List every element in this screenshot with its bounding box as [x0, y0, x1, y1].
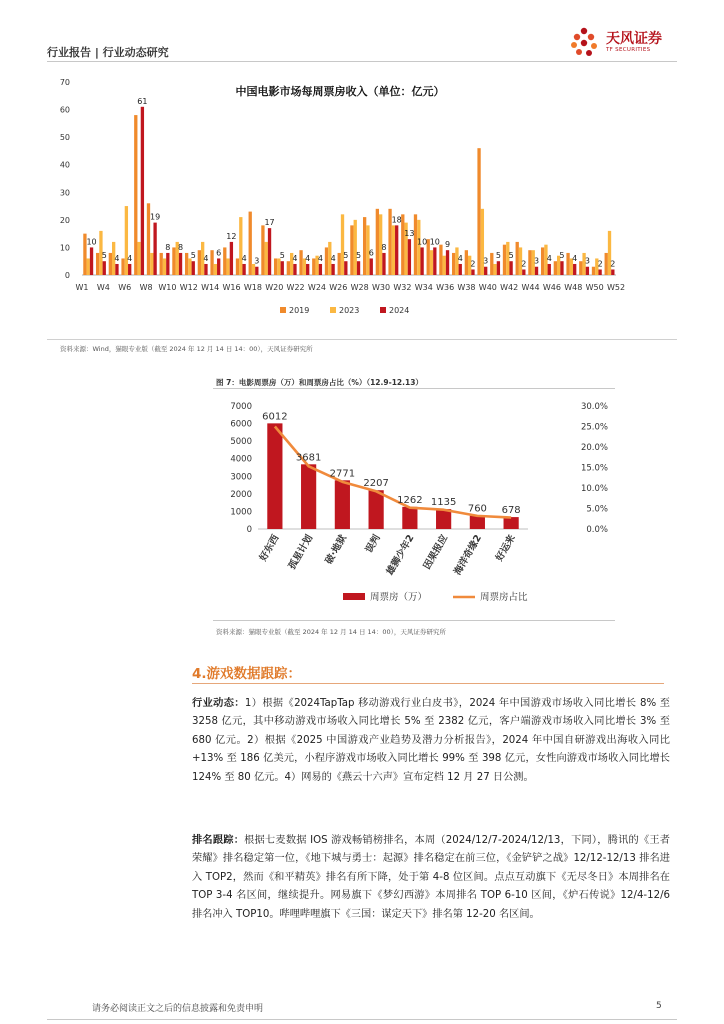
x-tick-label: W20 — [265, 283, 284, 292]
bar-2024 — [522, 269, 525, 275]
data-label-2024: 6 — [368, 248, 374, 258]
bar-2019 — [566, 253, 569, 275]
bar-2024 — [128, 264, 131, 275]
footer-disclaimer: 请务必阅读正文之后的信息披露和免责申明 — [92, 1004, 264, 1014]
data-label-2024: 2 — [610, 259, 616, 269]
chart-source: 资料来源：Wind，猫眼专业版（截至 2024 年 12 月 14 日 14：00），天风证券研究所 — [60, 345, 313, 353]
y-tick-label: 60 — [59, 105, 70, 115]
data-label-2024: 10 — [417, 237, 428, 247]
bar-2024 — [344, 261, 347, 275]
bar-2023 — [226, 258, 229, 275]
bar-2019 — [287, 261, 290, 275]
data-label-2024: 4 — [127, 253, 133, 263]
y-tick-label: 10 — [59, 243, 70, 253]
data-label: 1262 — [397, 494, 423, 506]
data-label: 678 — [501, 505, 521, 517]
footer-rule — [47, 1019, 677, 1020]
legend-label: 2024 — [389, 306, 410, 315]
bar-2023 — [417, 220, 420, 275]
data-label: 2771 — [329, 468, 356, 480]
bar-2024 — [255, 267, 258, 275]
x-tick-label: W52 — [606, 283, 626, 292]
data-label-2024: 2 — [521, 259, 527, 269]
data-label: 6012 — [262, 411, 288, 423]
x-tick-label: W1 — [75, 283, 89, 292]
data-label-2024: 2 — [597, 259, 603, 269]
logo-english: TF SECURITIES — [606, 47, 651, 53]
data-label-2024: 4 — [317, 253, 323, 263]
bar-2023 — [125, 206, 128, 275]
category-label: 孤星计划 — [286, 533, 316, 572]
bar-2019 — [223, 247, 226, 275]
page-number: 5 — [656, 1001, 662, 1011]
bar-2024 — [560, 261, 563, 275]
bar-weekly-boxoffice — [267, 423, 282, 529]
figure-title: 图 7：电影周票房（万）和周票房占比（%）（12.9-12.13） — [216, 378, 423, 387]
data-label-2024: 4 — [241, 253, 247, 263]
divider — [47, 339, 677, 340]
bar-2023 — [239, 217, 242, 275]
y-tick-label: 30 — [59, 188, 70, 198]
header-divider — [47, 61, 677, 62]
data-label-2024: 2 — [470, 259, 476, 269]
category-label: 破·地狱 — [323, 533, 349, 567]
category-label: 好运来 — [493, 533, 518, 564]
legend-label: 周票房占比 — [480, 592, 528, 603]
bar-2024 — [192, 261, 195, 275]
y2-tick-label: 10.0% — [580, 484, 608, 494]
x-tick-label: W36 — [436, 283, 455, 292]
legend-label: 2023 — [339, 306, 360, 315]
bar-2019 — [134, 115, 137, 275]
x-tick-label: W46 — [542, 283, 561, 292]
x-tick-label: W8 — [139, 283, 153, 292]
x-tick-label: W4 — [96, 283, 110, 292]
data-label: 3681 — [295, 452, 322, 464]
data-label-2024: 8 — [177, 242, 184, 252]
bar-2024 — [382, 253, 385, 275]
y-tick-label: 4000 — [230, 454, 252, 465]
data-label-2024: 5 — [279, 251, 285, 261]
bar-2019 — [541, 247, 544, 275]
x-tick-label: W40 — [478, 283, 497, 292]
data-label-2024: 10 — [429, 237, 440, 247]
bar-2019 — [210, 250, 213, 275]
bar-2024 — [509, 261, 512, 275]
data-label-2024: 4 — [330, 253, 336, 263]
data-label-2024: 4 — [457, 253, 463, 263]
bar-2019 — [312, 258, 315, 275]
bar-2024 — [103, 261, 106, 275]
bar-2024 — [611, 269, 614, 275]
x-tick-label: W50 — [585, 283, 604, 292]
data-label-2024: 10 — [86, 237, 97, 247]
bar-2019 — [503, 245, 506, 275]
bar-2024 — [535, 267, 538, 275]
bar-2023 — [493, 264, 496, 275]
bar-weekly-boxoffice — [436, 509, 451, 529]
y-tick-label: 6000 — [230, 419, 252, 430]
bar-2019 — [490, 253, 493, 275]
bar-2024 — [141, 107, 144, 275]
data-label-2024: 12 — [226, 231, 237, 241]
bar-2023 — [163, 258, 166, 275]
section-title: 4.游戏数据跟踪： — [192, 666, 302, 682]
bar-2023 — [277, 258, 280, 275]
bar-2024 — [408, 239, 411, 275]
bar-2019 — [274, 258, 277, 275]
x-tick-label: W10 — [158, 283, 177, 292]
data-label-2024: 4 — [292, 253, 298, 263]
bar-2024 — [293, 264, 296, 275]
bar-2024 — [573, 264, 576, 275]
data-label-2024: 19 — [150, 212, 161, 222]
bar-2019 — [439, 245, 442, 275]
industry-news-paragraph — [192, 695, 670, 787]
bar-2019 — [554, 261, 557, 275]
y-tick-label: 5000 — [230, 437, 252, 448]
bar-2024 — [306, 264, 309, 275]
chart-title: 中国电影市场每周票房收入（单位：亿元） — [235, 85, 445, 98]
film-boxoffice-share-chart — [213, 392, 615, 617]
figure-rule — [213, 388, 615, 389]
data-label-2024: 4 — [572, 253, 578, 263]
bar-2023 — [137, 242, 140, 275]
x-tick-label: W22 — [286, 283, 305, 292]
bar-2024 — [484, 267, 487, 275]
bar-2024 — [433, 247, 436, 275]
data-label-2024: 5 — [495, 251, 501, 261]
bar-2024 — [281, 261, 284, 275]
x-tick-label: W6 — [118, 283, 132, 292]
bar-2024 — [598, 269, 601, 275]
legend-swatch-2023 — [330, 307, 336, 313]
bar-2019 — [96, 253, 99, 275]
y-tick-label: 0 — [64, 271, 70, 280]
bar-2024 — [268, 228, 271, 275]
data-label-2024: 5 — [355, 251, 362, 261]
bar-2024 — [204, 264, 207, 275]
bar-2024 — [357, 261, 360, 275]
bar-2023 — [341, 214, 344, 275]
data-label-2024: 18 — [391, 215, 402, 225]
bar-2019 — [376, 209, 379, 275]
x-tick-label: W28 — [350, 283, 369, 292]
bar-2024 — [217, 258, 220, 275]
bar-2024 — [115, 264, 118, 275]
data-label-2024: 13 — [404, 229, 415, 239]
data-label-2024: 4 — [546, 253, 552, 263]
bar-2024 — [420, 247, 423, 275]
data-label-2024: 3 — [483, 256, 489, 266]
bar-weekly-boxoffice — [504, 517, 519, 529]
bar-2023 — [354, 220, 357, 275]
weekly-boxoffice-chart — [40, 70, 640, 330]
bar-2024 — [90, 247, 93, 275]
data-label-2024: 8 — [381, 242, 387, 252]
data-label-2024: 5 — [343, 251, 349, 261]
bar-2024 — [395, 225, 398, 275]
bar-2023 — [188, 258, 191, 275]
category-label: 好东西 — [257, 533, 282, 564]
bar-2019 — [109, 253, 112, 275]
bar-2024 — [459, 264, 462, 275]
bar-2019 — [198, 250, 201, 275]
bar-2019 — [338, 253, 341, 275]
bar-2024 — [471, 269, 474, 275]
paragraph-label: 行业动态： — [192, 698, 245, 709]
bar-2019 — [325, 247, 328, 275]
data-label-2024: 3 — [254, 256, 260, 266]
y-tick-label: 70 — [59, 78, 70, 87]
bar-2023 — [392, 225, 395, 275]
data-label-2024: 4 — [203, 253, 209, 263]
data-label-2024: 5 — [508, 251, 514, 261]
data-label-2024: 9 — [444, 240, 451, 250]
section-rule — [192, 683, 664, 684]
x-tick-label: W32 — [393, 283, 412, 292]
bar-2019 — [160, 253, 163, 275]
bar-2019 — [528, 250, 531, 275]
bar-2024 — [319, 264, 322, 275]
y-tick-label: 50 — [59, 133, 70, 143]
y-tick-label: 40 — [59, 160, 70, 170]
data-label-2024: 5 — [559, 251, 565, 261]
bar-weekly-boxoffice — [301, 464, 316, 529]
bar-2023 — [87, 258, 90, 275]
x-tick-label: W18 — [243, 283, 262, 292]
legend-swatch-boxoffice — [343, 593, 365, 600]
bar-2019 — [121, 258, 124, 275]
data-label-2024: 17 — [264, 218, 275, 228]
bar-2019 — [605, 253, 608, 275]
bar-2019 — [172, 247, 175, 275]
data-label-2024: 3 — [533, 256, 540, 266]
bar-2019 — [249, 212, 252, 275]
y2-tick-label: 20.0% — [580, 443, 608, 453]
bar-2019 — [363, 217, 366, 275]
y-tick-label: 20 — [59, 215, 70, 225]
ranking-paragraph — [192, 832, 670, 924]
category-label: 海洋奇缘2 — [452, 533, 484, 578]
y-tick-label: 7000 — [230, 402, 252, 412]
category-label: 误判 — [363, 533, 383, 555]
y-tick-label: 3000 — [230, 472, 252, 483]
x-tick-label: W38 — [457, 283, 476, 292]
bar-weekly-boxoffice — [335, 480, 350, 529]
y2-tick-label: 30.0% — [580, 402, 608, 412]
logo-name: 天风证券 — [606, 31, 662, 47]
bar-2024 — [548, 264, 551, 275]
paragraph-label: 排名跟踪： — [192, 835, 245, 846]
x-tick-label: W16 — [222, 283, 241, 292]
y2-tick-label: 25.0% — [580, 422, 608, 433]
y-tick-label: 2000 — [230, 489, 252, 500]
bar-weekly-boxoffice — [369, 490, 384, 529]
bar-2024 — [446, 250, 449, 275]
y-tick-label: 1000 — [230, 507, 252, 518]
bar-2019 — [477, 148, 480, 275]
x-tick-label: W12 — [179, 283, 198, 292]
bar-2023 — [443, 256, 446, 275]
bar-weekly-boxoffice — [402, 507, 417, 529]
bar-2024 — [153, 223, 156, 275]
category-label: 雄狮少年2 — [384, 533, 417, 578]
bar-2023 — [430, 250, 433, 275]
bar-2024 — [497, 261, 500, 275]
report-category: 行业报告 | 行业动态研究 — [47, 46, 169, 59]
bar-2024 — [179, 253, 182, 275]
bar-2019 — [236, 258, 239, 275]
category-label: 因果报应 — [421, 533, 451, 572]
data-label-2024: 5 — [101, 251, 107, 261]
x-tick-label: W44 — [521, 283, 540, 292]
legend-label: 2019 — [289, 306, 310, 315]
x-tick-label: W42 — [500, 283, 519, 292]
bar-2024 — [370, 258, 373, 275]
data-label: 2207 — [363, 478, 389, 490]
bar-2019 — [299, 250, 302, 275]
data-label: 1135 — [430, 497, 457, 509]
bar-2024 — [230, 242, 233, 275]
bar-2019 — [465, 250, 468, 275]
y2-tick-label: 15.0% — [580, 463, 608, 474]
x-tick-label: W26 — [329, 283, 348, 292]
data-label: 760 — [467, 503, 487, 515]
data-label-2024: 6 — [216, 248, 222, 258]
figure-source: 资料来源：猫眼专业版（截至 2024 年 12 月 14 日 14：00），天风证券研究所 — [216, 628, 446, 636]
bar-2023 — [214, 264, 217, 275]
y-tick-label: 0 — [246, 525, 252, 535]
bar-weekly-boxoffice — [470, 516, 485, 529]
x-tick-label: W34 — [414, 283, 433, 292]
bar-2024 — [586, 267, 589, 275]
data-label-2024: 8 — [165, 242, 171, 252]
bar-2019 — [350, 225, 353, 275]
legend-swatch-2019 — [280, 307, 286, 313]
legend-swatch-2024 — [380, 307, 386, 313]
figure-rule-bottom — [213, 620, 615, 621]
bar-2024 — [166, 253, 169, 275]
bar-2019 — [261, 225, 264, 275]
x-tick-label: W30 — [371, 283, 391, 292]
x-tick-label: W48 — [564, 283, 583, 292]
bar-2023 — [150, 253, 153, 275]
bar-2019 — [452, 253, 455, 275]
y2-tick-label: 0.0% — [586, 525, 608, 535]
bar-2024 — [242, 264, 245, 275]
bar-2019 — [579, 261, 582, 275]
bar-2019 — [516, 242, 519, 275]
x-tick-label: W14 — [201, 283, 220, 292]
legend-label: 周票房（万） — [370, 592, 428, 603]
data-label-2024: 4 — [114, 253, 120, 263]
y2-tick-label: 5.0% — [586, 504, 608, 515]
bar-2024 — [331, 264, 334, 275]
paragraph-text: 根据七麦数据 IOS 游戏畅销榜排名，本周（2024/12/7-2024/12/13，下同），腾讯的《王者荣耀》排名稳定第一位，《地下城与勇士：起源》排名稳定在前三位，《金铲铲之战》12/12-12/13 排名进入 TOP2，然而《和平精英》排名有所下降，处于第 4-8 位区间。点点互动旗下《无尽冬日》本周排名在 TOP 3-4 名区间，继续提升。网易旗下《梦幻西游》本周排名 TOP 6-10 区间，《炉石传说》12/4-12/6 排名冲入 TOP10。哔哩哔哩旗下《三国：谋定天下》排名第 12-20 名区间。 — [192, 835, 670, 920]
bar-2019 — [185, 253, 188, 275]
x-tick-label: W24 — [307, 283, 327, 292]
data-label-2024: 61 — [137, 96, 148, 106]
bar-2023 — [265, 242, 268, 275]
paragraph-text: 1）根据《2024TapTap 移动游戏行业白皮书》，2024 年中国游戏市场收入同比增长 8% 至 3258 亿元，其中移动游戏市场收入同比增长 5% 至 2382 亿元，客户端游戏市场收入同比增长 3% 至 680 亿元。2）根据《2025 中国游戏产业趋势及潜力分析报告》，2024 年中国自研游戏出海收入同比+13% 至 186 亿美元，小程序游戏市场收入同比增长 99% 至 398 亿元，女性向游戏市场收入同比增长 124% 至 80 亿元。4）网易的《燕云十六声》宣布定档 12 月 27 日公测。 — [192, 698, 670, 783]
data-label-2024: 5 — [190, 251, 196, 261]
data-label-2024: 4 — [305, 253, 311, 263]
data-label-2024: 3 — [584, 256, 590, 266]
bar-2019 — [592, 267, 595, 275]
